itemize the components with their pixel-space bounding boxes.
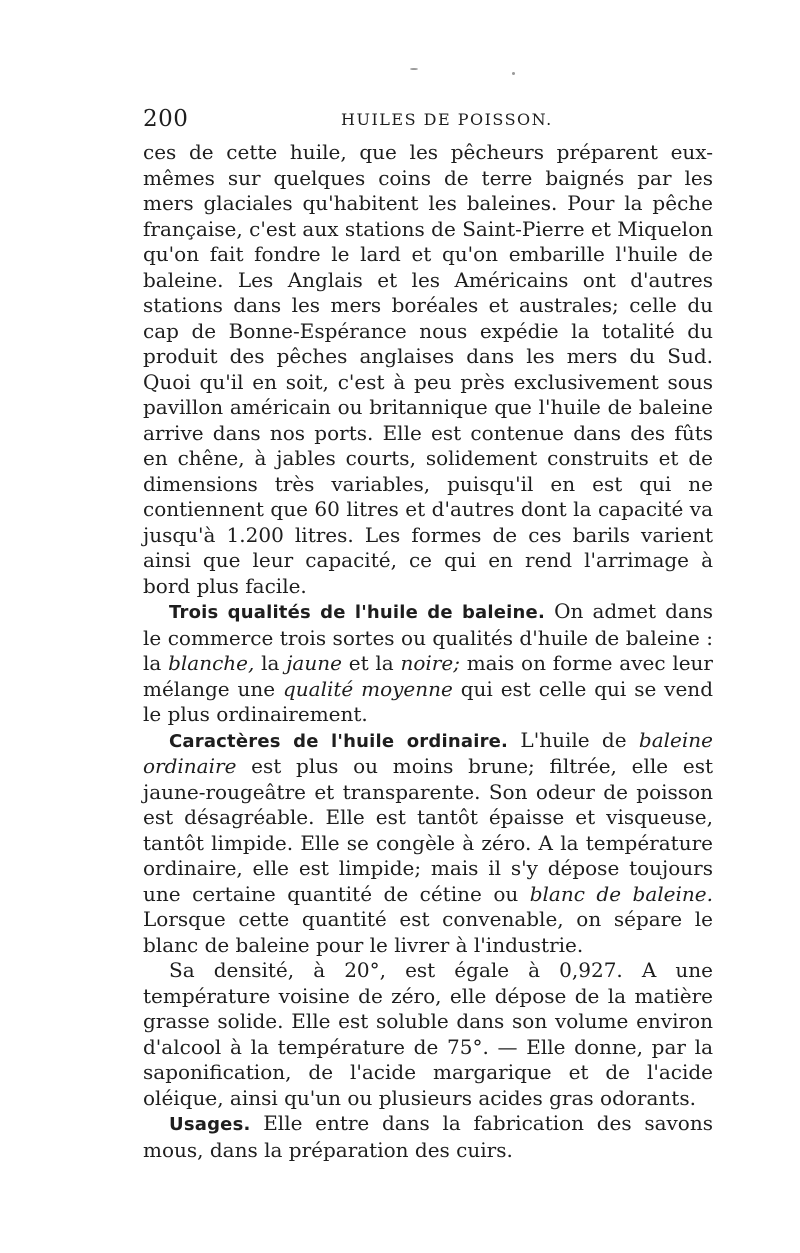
paragraph-text: Sa densité, à 20°, est égale à 0,927. A une température voisine de zéro, elle dépose de la matière grasse solide. Elle est soluble dans son volume environ d'alcool à la température de 75°. — Elle donne, par la saponification, de l'acide margarique et de l'acide oléique, ainsi qu'un ou plusieurs acides gras odorants. — [143, 958, 713, 1110]
paragraph-three-qualities — [143, 599, 713, 728]
paragraph-density — [143, 958, 713, 1111]
text-run: et la — [341, 651, 401, 675]
ink-speck — [410, 68, 418, 70]
text-run: mais on forme avec leur mélange une — [143, 651, 713, 701]
paragraph-characteristics — [143, 728, 713, 959]
ink-speck — [512, 72, 515, 75]
paragraph-text: ces de cette huile, que les pêcheurs préparent eux-mêmes sur quelques coins de terre baignés par les mers glaciales qu'habitent les baleines. Pour la pêche française, c'est aux stations de Saint-Pierre et Miquelon qu'on fait fondre le lard et qu'on embarille l'huile de baleine. Les Anglais et les Américains ont d'autres stations dans les mers boréales et australes; celle du cap de Bonne-Espérance nous expédie la totalité du produit des pêches anglaises dans les mers du Sud. Quoi qu'il en soit, c'est à peu près exclusivement sous pavillon américain ou britannique que l'huile de baleine arrive dans nos ports. Elle est contenue dans des fûts en chêne, à jables courts, solidement construits et de dimensions très variables, puisqu'il en est qui ne contiennent que 60 litres et d'autres dont la capacité va jusqu'à 1.200 litres. Les formes de ces barils varient ainsi que leur capacité, ce qui en rend l'arrimage à bord plus facile. — [143, 140, 713, 598]
text-run: qui est celle qui se vend le plus ordinairement. — [143, 676, 713, 726]
section-heading-characteristics: Caractères de l'huile ordinaire. — [169, 730, 509, 752]
text-run: L'huile de — [508, 727, 639, 752]
page-header — [143, 106, 713, 136]
italic-term: qualité moyenne — [282, 676, 453, 701]
page-number: 200 — [143, 106, 189, 132]
italic-term: blanche, — [168, 651, 255, 675]
paragraph-uses — [143, 1111, 713, 1163]
text-run: la — [254, 651, 287, 675]
text-run: On admet dans le commerce trois sortes ou qualités d'huile de baleine : la — [143, 599, 713, 675]
body-text — [143, 140, 713, 1163]
italic-term: jaune — [286, 651, 342, 675]
italic-term: baleine ordinaire — [143, 727, 713, 778]
section-heading-uses: Usages. — [169, 1114, 251, 1135]
paragraph-whale-oil-origin — [143, 140, 713, 599]
text-run: est plus ou moins brune; filtrée, elle est jaune-rougeâtre et transparente. Son odeur de poisson est désagréable. Elle est tantôt épaisse et visqueuse, tantôt limpide. Elle se congèle à zéro. A la température ordinaire, elle est limpide; mais il s'y dépose toujours une certaine quantité de cétine ou — [143, 754, 713, 906]
text-run: Elle entre dans la fabrication des savons mous, dans la préparation des cuirs. — [143, 1111, 713, 1162]
section-heading-qualities: Trois qualités de l'huile de baleine. — [169, 602, 546, 623]
text-run: Lorsque cette quantité est convenable, on sépare le blanc de baleine pour le livrer à l'industrie. — [143, 907, 713, 957]
italic-term: blanc de baleine. — [529, 881, 713, 906]
running-title: HUILES DE POISSON. — [341, 110, 553, 129]
italic-term: noire; — [400, 651, 460, 675]
